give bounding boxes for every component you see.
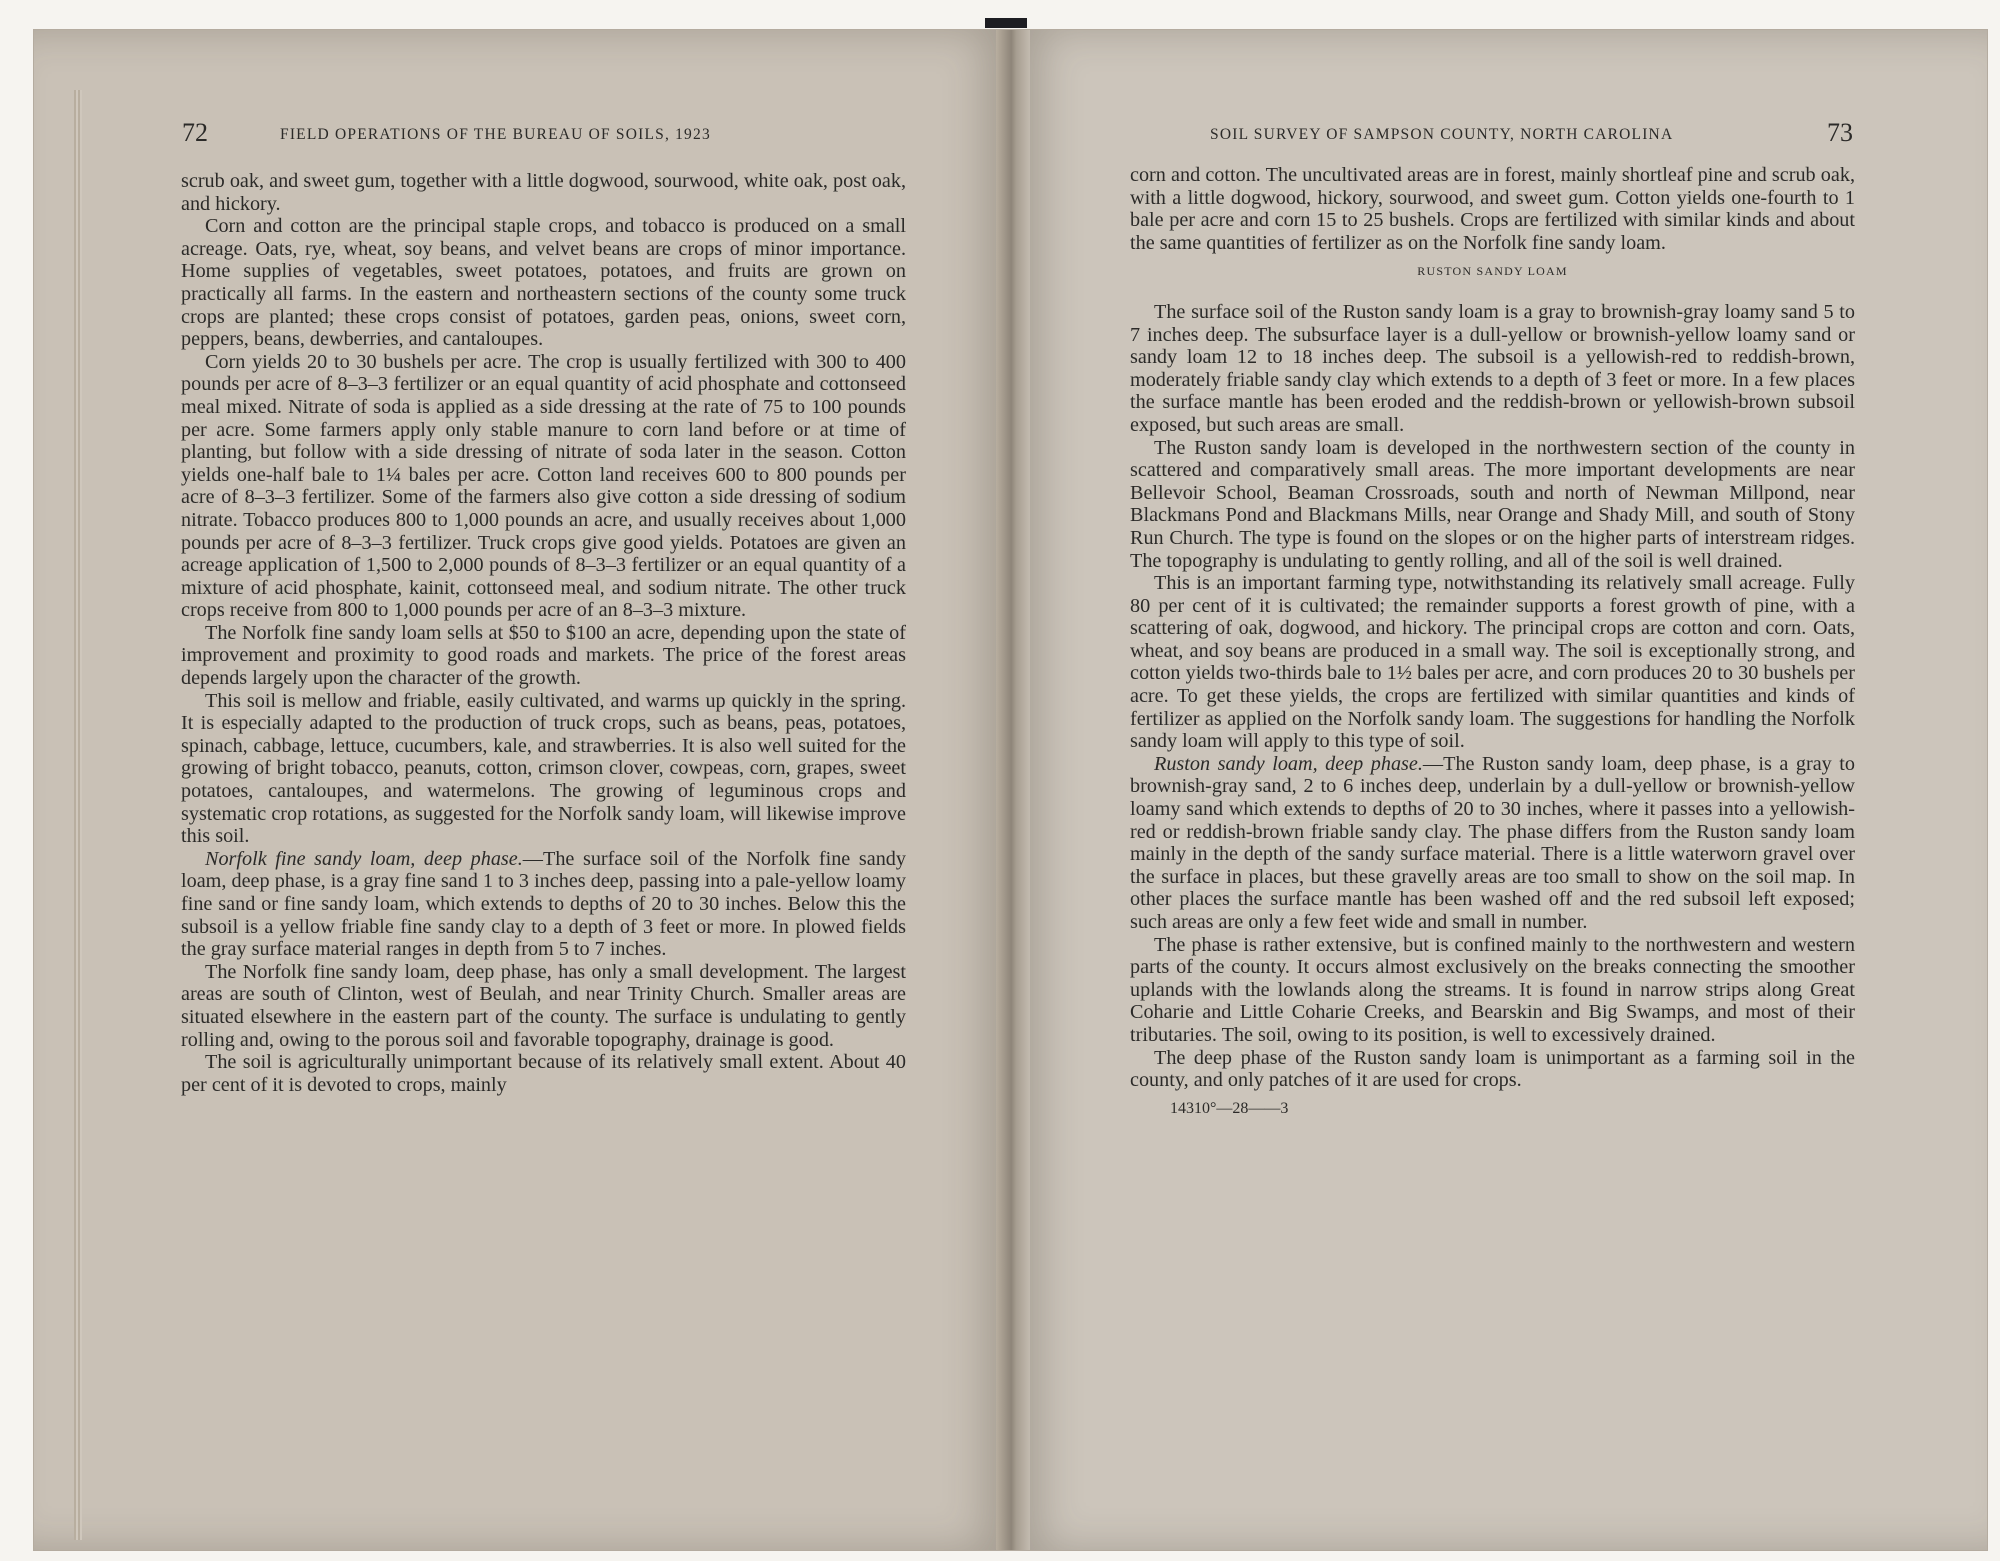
- paragraph: The soil is agriculturally unimportant because of its relatively small extent. About 40 per cent of it is devoted to crops, mainly: [181, 1051, 906, 1096]
- paragraph: The deep phase of the Ruston sandy loam is unimportant as a farming soil in the county, and only patches of it are used for crops.: [1130, 1046, 1855, 1092]
- left-page-number: 72: [182, 118, 208, 147]
- right-running-head: SOIL SURVEY OF SAMPSON COUNTY, NORTH CAROLINA: [1210, 126, 1674, 143]
- page-edge-stack: [74, 90, 82, 1540]
- right-page: [1012, 30, 1987, 1550]
- paragraph: The surface soil of the Ruston sandy loam is a gray to brownish-gray loamy sand 5 to 7 inches deep. The subsurface layer is a dull-yellow or brownish-yellow loamy sand or sandy loam 12 to 18 inches deep. The subsoil is a yellowish-red to reddish-brown, moderately friable sandy clay which extends to a depth of 3 feet or more. In a few places the surface mantle has been eroded and the reddish-brown or yellowish-brown subsoil exposed, but such areas are small.: [1130, 300, 1855, 436]
- paragraph: The Norfolk fine sandy loam sells at $50 to $100 an acre, depending upon the state of improvement and proximity to good roads and markets. The price of the forest areas depends largely upon the character of the growth.: [181, 621, 906, 690]
- paragraph: This soil is mellow and friable, easily cultivated, and warms up quickly in the spring. It is especially adapted to the production of truck crops, such as beans, peas, potatoes, spinach, cabbage, lettuce, cucumbers, kale, and strawberries. It is also well suited for the growing of bright tobacco, peanuts, cotton, crimson clover, cowpeas, corn, grapes, sweet potatoes, cantaloupes, and watermelons. The growing of leguminous crops and systematic crop rotations, as suggested for the Norfolk sandy loam, will likewise improve this soil.: [181, 689, 906, 848]
- deep-phase-text: —The Ruston sandy loam, deep phase, is a gray to brownish-gray sand, 2 to 6 inches deep, underlain by a dull-yellow or brownish-yellow loamy sand which extends to depths of 20 to 30 inches, where it passes into a yellowish-red or reddish-brown friable sandy clay. The phase differs from the Ruston sandy loam mainly in the depth of the sandy surface material. There is a little waterworn gravel over the surface in places, but these gravelly areas are too small to show on the soil map. In other places the surface mantle has been washed off and the red subsoil left exposed; such areas are only a few feet wide and small in number.: [1130, 752, 1855, 933]
- left-page: [34, 30, 1014, 1550]
- right-page-number: 73: [1827, 118, 1853, 147]
- paragraph: The Ruston sandy loam is developed in the northwestern section of the county in scattered and comparatively small areas. The more important developments are near Bellevoir School, Beaman Crossroads, south and north of Newman Millpond, near Blackmans Pond and Blackmans Mills, near Orange and Shady Mill, and south of Stony Run Church. The type is found on the slopes or on the higher parts of interstream ridges. The topography is undulating to gently rolling, and all of the soil is well drained.: [1130, 436, 1855, 572]
- spine-tab: [985, 18, 1027, 28]
- left-text-column: [181, 170, 906, 1096]
- deep-phase-title: Ruston sandy loam, deep phase.: [1154, 752, 1423, 775]
- book-gutter: [996, 30, 1030, 1550]
- paragraph: scrub oak, and sweet gum, together with a little dogwood, sourwood, white oak, post oak, and hickory.: [181, 170, 906, 215]
- paragraph: The Norfolk fine sandy loam, deep phase, has only a small development. The largest areas are south of Clinton, west of Beulah, and near Trinity Church. Smaller areas are situated elsewhere in the eastern part of the county. The surface is undulating to gently rolling and, owing to the porous soil and favorable topography, drainage is good.: [181, 960, 906, 1051]
- left-running-head: FIELD OPERATIONS OF THE BUREAU OF SOILS, 1923: [280, 126, 711, 143]
- paragraph: This is an important farming type, notwithstanding its relatively small acreage. Fully 80 per cent of it is cultivated; the remainder supports a forest growth of pine, with a scattering of oak, dogwood, and hickory. The principal crops are cotton and corn. Oats, wheat, and soy beans are produced in a small way. The soil is exceptionally strong, and cotton yields two-thirds bale to 1½ bales per acre, and corn produces 20 to 30 bushels per acre. To get these yields, the crops are fertilized with similar quantities and kinds of fertilizer as applied on the Norfolk sandy loam. The suggestions for handling the Norfolk sandy loam will apply to this type of soil.: [1130, 572, 1855, 753]
- paragraph: Corn and cotton are the principal staple crops, and tobacco is produced on a small acreage. Oats, rye, wheat, soy beans, and velvet beans are crops of minor importance. Home supplies of vegetables, sweet potatoes, potatoes, and fruits are grown on practically all farms. In the eastern and northeastern sections of the county some truck crops are planted; these crops consist of potatoes, garden peas, onions, sweet corn, peppers, beans, dewberries, and cantaloupes.: [181, 215, 906, 351]
- right-text-column: [1130, 164, 1855, 1120]
- deep-phase-text: —The surface soil of the Norfolk fine sandy loam, deep phase, is a gray fine sand 1 to 3 inches deep, passing into a pale-yellow loamy fine sand or fine sandy loam, which extends to depths of 20 to 30 inches. Below this the subsoil is a yellow friable fine sandy clay to a depth of 3 feet or more. In plowed fields the gray surface material ranges in depth from 5 to 7 inches.: [181, 847, 906, 961]
- paragraph: corn and cotton. The uncultivated areas are in forest, mainly shortleaf pine and scrub oak, with a little dogwood, hickory, sourwood, and sweet gum. Cotton yields one-fourth to 1 bale per acre and corn 15 to 25 bushels. Crops are fertilized with similar kinds and about the same quantities of fertilizer as on the Norfolk fine sandy loam.: [1130, 164, 1855, 254]
- deep-phase-paragraph: [1130, 753, 1855, 934]
- paragraph: Corn yields 20 to 30 bushels per acre. The crop is usually fertilized with 300 to 400 pounds per acre of 8–3–3 fertilizer or an equal quantity of acid phosphate and cottonseed meal mixed. Nitrate of soda is applied as a side dressing at the rate of 75 to 100 pounds per acre. Some farmers apply only stable manure to corn land before or at time of planting, but follow with a side dressing of nitrate of soda later in the season. Cotton yields one-half bale to 1¼ bales per acre. Cotton land receives 600 to 800 pounds per acre of 8–3–3 fertilizer. Some of the farmers also give cotton a side dressing of sodium nitrate. Tobacco produces 800 to 1,000 pounds an acre, and usually receives about 1,000 pounds per acre of 8–3–3 fertilizer. Truck crops give good yields. Potatoes are given an acreage application of 1,500 to 2,000 pounds of 8–3–3 fertilizer or an equal quantity of a mixture of acid phosphate, kainit, cottonseed meal, and sodium nitrate. The other truck crops receive from 800 to 1,000 pounds per acre of an 8–3–3 mixture.: [181, 350, 906, 622]
- deep-phase-paragraph: [181, 848, 906, 961]
- section-heading: RUSTON SANDY LOAM: [1417, 264, 1568, 279]
- footer-code: 14310°—28——3: [1170, 1099, 1289, 1117]
- paragraph: The phase is rather extensive, but is confined mainly to the northwestern and western parts of the county. It occurs almost exclusively on the breaks connecting the smoother uplands with the lowlands along the streams. It is found in narrow strips along Great Coharie and Little Coharie Creeks, and Bearskin and Big Swamps, and most of their tributaries. The soil, owing to its position, is well to excessively drained.: [1130, 933, 1855, 1046]
- deep-phase-title: Norfolk fine sandy loam, deep phase.: [205, 847, 523, 870]
